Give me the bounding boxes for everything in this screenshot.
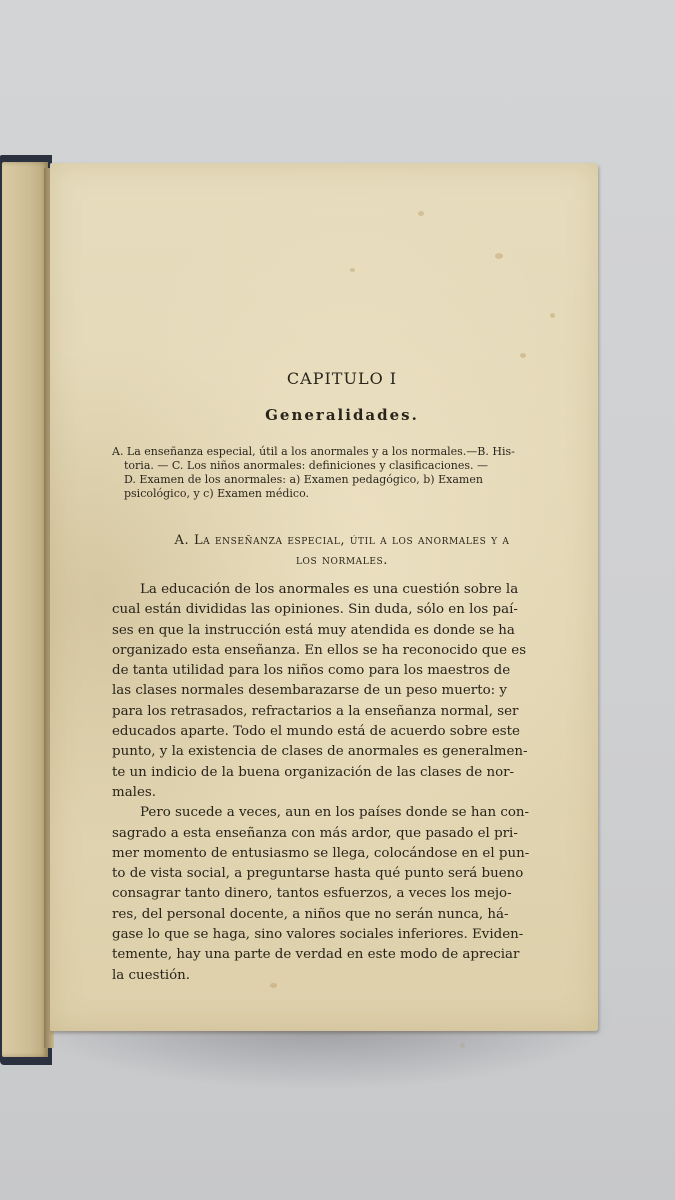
foxing-spot (495, 253, 503, 259)
paragraph-line: educados aparte. Todo el mundo está de acuerdo sobre este (112, 724, 520, 740)
paragraph-line: gase lo que se haga, sino valores sociales inferiores. Eviden- (112, 927, 524, 943)
book-page (50, 163, 598, 1031)
sub-heading-line: A. La enseñanza especial, útil a los anormales y a (174, 533, 510, 548)
section-title: Generalidades. (265, 406, 419, 424)
foxing-spot (520, 353, 526, 358)
sub-heading (112, 531, 572, 571)
summary-line: toria. — C. Los niños anormales: definiciones y clasificaciones. — (124, 459, 489, 472)
paragraph-line: de tanta utilidad para los niños como para los maestros de (112, 663, 511, 679)
paragraph-line: cual están divididas las opiniones. Sin duda, sólo en los paí- (112, 602, 518, 618)
paragraph-line: ses en que la instrucción está muy atendida es donde se ha (112, 622, 515, 638)
sub-heading-line: los normales. (295, 553, 389, 568)
paragraph-line: temente, hay una parte de verdad en este modo de apreciar (112, 947, 520, 963)
summary-line: A. La enseñanza especial, útil a los anormales y a los normales.—B. His- (112, 445, 515, 458)
paragraph-line: res, del personal docente, a niños que no serán nunca, há- (112, 906, 509, 922)
foxing-spot (350, 268, 355, 272)
summary-line: D. Examen de los anormales: a) Examen pedagógico, b) Examen (124, 473, 483, 486)
chapter-label: CAPITULO I (286, 369, 398, 388)
paragraph-line: punto, y la existencia de clases de anormales es generalmen- (112, 744, 528, 760)
paragraph-line: Pero sucede a veces, aun en los países donde se han con- (140, 805, 530, 821)
foxing-spot (550, 313, 555, 318)
summary-line: psicológico, y c) Examen médico. (124, 487, 310, 500)
foxing-spot (418, 211, 424, 216)
left-page-edge (2, 162, 48, 1057)
paragraph-line: to de vista social, a preguntarse hasta qué punto será bueno (112, 866, 524, 882)
paragraph-line: las clases normales desembarazarse de un peso muerto: y (112, 683, 507, 699)
body-text (112, 580, 574, 986)
paragraph-line: sagrado a esta enseñanza con más ardor, que pasado el pri- (112, 825, 518, 841)
paragraph-line: consagrar tanto dinero, tantos esfuerzos, a veces los mejo- (112, 886, 512, 902)
chapter-summary (112, 445, 574, 501)
paragraph-line: te un indicio de la buena organización de las clases de nor- (112, 764, 515, 780)
paragraph-line: La educación de los anormales es una cuestión sobre la (140, 582, 519, 597)
foxing-spot (460, 1043, 465, 1048)
paragraph-line: la cuestión. (112, 967, 191, 983)
paragraph-line: organizado esta enseñanza. En ellos se ha reconocido que es (112, 642, 527, 658)
paragraph-line: males. (112, 784, 157, 800)
paragraph-line: mer momento de entusiasmo se llega, colocándose en el pun- (112, 845, 530, 861)
paragraph-line: para los retrasados, refractarios a la enseñanza normal, ser (112, 703, 519, 719)
